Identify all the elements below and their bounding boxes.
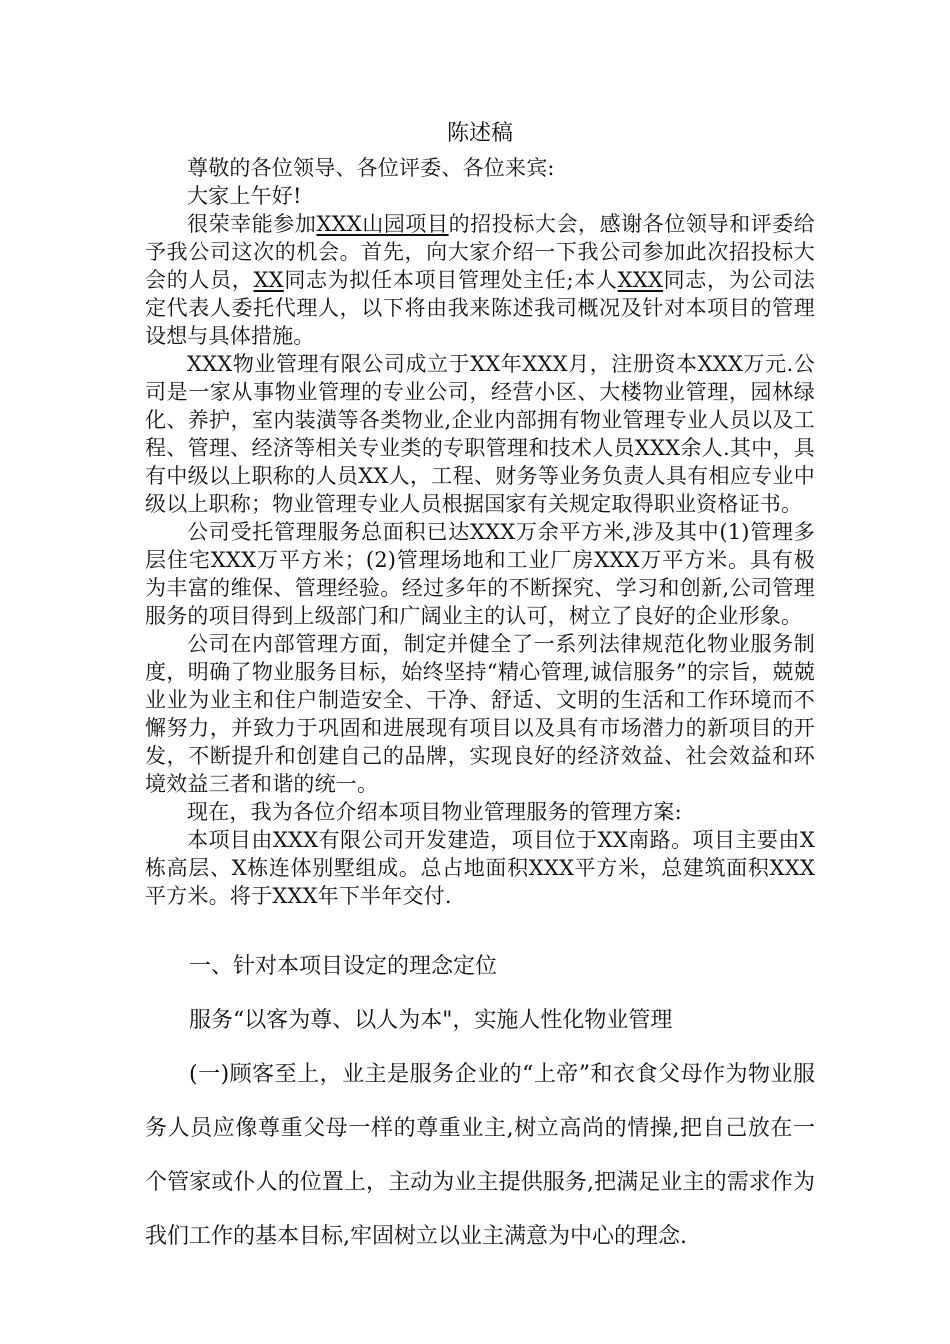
hello-line: 大家上午好!	[187, 184, 302, 208]
document-page	[145, 120, 815, 1264]
company-profile-paragraph: XXX物业管理有限公司成立于XX年XXX月，注册资本XXX万元.公司是一家从事物业管理的专业公司，经营小区、大楼物业管理，园林绿化、养护，室内装潢等各类物业,企业内部拥有物业管理专业人员以及工程、管理、经济等相关专业类的专职管理和技术人员XXX余人.其中，具有中级以上职称的人员XX人，工程、财务等业务负责人具有相应专业中级以上职称；物业管理专业人员根据国家有关规定取得职业资格证书。	[145, 352, 815, 516]
customer-first-paragraph: (一)顾客至上，业主是服务企业的“上帝”和衣食父母作为物业服务人员应像尊重父母一样的尊重业主,树立高尚的情操,把自己放在一个管家或仆人的位置上，主动为业主提供服务,把满足业主的需求作为我们工作的基本目标,牢固树立以业主满意为中心的理念.	[145, 1062, 815, 1249]
concept-line: 服务“以客为尊、以人为本"，实施人性化物业管理	[189, 1008, 673, 1033]
intro-text-a: 很荣幸能参加	[187, 212, 317, 236]
project-name: XXX山园项目	[316, 212, 449, 236]
intro-text-b: 的招投标大会，感谢各位领导和评委给予我公司这次的机会。首先，向大家介绍一下我公司参加此次招投标大会的人员，	[145, 212, 815, 292]
document-title: 陈述稿	[446, 121, 513, 146]
intro-text-d: 同志，为公司法定代表人委托代理人，以下将由我来陈述我司概况及针对本项目的管理设想与具体措施。	[145, 268, 816, 348]
project-overview-paragraph: 本项目由XXX有限公司开发建造，项目位于XX南路。项目主要由X栋高层、X栋连体别墅组成。总占地面积XXX平方米，总建筑面积XXX平方米。将于XXX年下半年交付.	[145, 828, 815, 908]
section-heading: 一、针对本项目设定的理念定位	[189, 954, 498, 979]
greeting-line: 尊敬的各位领导、各位评委、各位来宾:	[187, 156, 555, 180]
plan-intro-line: 现在，我为各位介绍本项目物业管理服务的管理方案:	[187, 800, 682, 824]
intro-paragraph	[145, 210, 815, 350]
internal-management-paragraph: 公司在内部管理方面，制定并健全了一系列法律规范化物业服务制度，明确了物业服务目标，始终坚持“精心管理,诚信服务”的宗旨，兢兢业业为业主和住户制造安全、干净、舒适、文明的生活和工作环境而不懈努力，并致力于巩固和进展现有项目以及具有市场潜力的新项目的开发，不断提升和创建自己的品牌，实现良好的经济效益、社会效益和环境效益三者和谐的统一。	[145, 632, 815, 796]
managed-area-paragraph: 公司受托管理服务总面积已达XXX万余平方米,涉及其中(1)管理多层住宅XXX万平方米；(2)管理场地和工业厂房XXX万平方米。具有极为丰富的维保、管理经验。经过多年的不断探究、学习和创新,公司管理服务的项目得到上级部门和广阔业主的认可，树立了良好的企业形象。	[145, 520, 815, 628]
body-spaced	[145, 940, 815, 1264]
body-dense	[145, 154, 815, 910]
manager-name: XX	[253, 268, 284, 292]
representative-name: XXX	[617, 268, 664, 292]
intro-text-c: 同志为拟任本项目管理处主任;本人	[283, 268, 618, 292]
